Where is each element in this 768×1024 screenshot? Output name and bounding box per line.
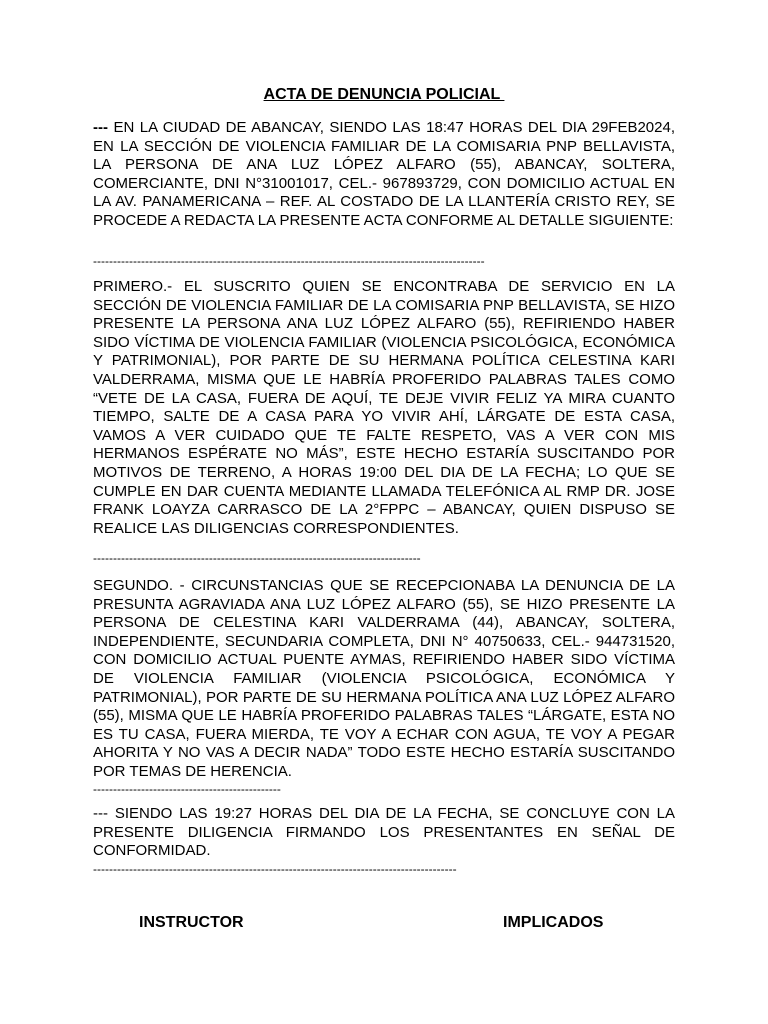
document-title: ACTA DE DENUNCIA POLICIAL [263,86,505,103]
primero-paragraph: PRIMERO.- EL SUSCRITO QUIEN SE ENCONTRABA DE SERVICIO EN LA SECCIÓN DE VIOLENCIA FAMILIAR DE LA COMISARIA PNP BELLAVISTA, SE HIZO PRESENTE LA PERSONA ANA LUZ LÓPEZ ALFARO (55), REFIRIENDO HABER SIDO VÍCTIMA DE VIOLENCIA FAMILIAR (VIOLENCIA PSICOLÓGICA, ECONÓMICA Y PATRIMONIAL), POR PARTE DE SU HERMANA POLÍTICA CELESTINA KARI VALDERRAMA, MISMA QUE LE HABRÍA PROFERIDO PALABRAS TALES COMO “VETE DE LA CASA, FUERA DE AQUÍ, TE DEJE VIVIR FELIZ YA MIRA CUANTO TIEMPO, SALTE DE A CASA PARA YO VIVIR AHÍ, LÁRGATE DE ESTA CASA, VAMOS A VER CUIDADO QUE TE FALTE RESPETO, VAS A VER CON MIS HERMANOS ESPÉRATE NO MÁS”, ESTE HECHO ESTARÍA SUSCITANDO POR MOTIVOS DE TERRENO, A HORAS 19:00 DEL DIA DE LA FECHA; LO QUE SE CUMPLE EN DAR CUENTA MEDIANTE LLAMADA TELEFÓNICA AL RMP DR. JOSE FRANK LOAYZA CARRASCO DE LA 2°FPPC – ABANCAY, QUIEN DISPUSO SE REALICE LAS DILIGENCIAS CORRESPONDIENTES. [93,278,675,537]
closing-paragraph: --- SIENDO LAS 19:27 HORAS DEL DIA DE LA FECHA, SE CONCLUYE CON LA PRESENTE DILIGENCIA FIRMANDO LOS PRESENTANTES EN SEÑAL DE CONFORMIDAD. [93,805,675,860]
separator-line: ----------------------------------------------- [93,783,281,795]
intro-text: EN LA CIUDAD DE ABANCAY, SIENDO LAS 18:47 HORAS DEL DIA 29FEB2024, EN LA SECCIÓN DE VIOLENCIA FAMILIAR DE LA COMISARIA PNP BELLAVISTA, LA PERSONA DE ANA LUZ LÓPEZ ALFARO (55), ABANCAY, SOLTERA, COMERCIANTE, DNI N°31001017, CEL.- 967893729, CON DOMICILIO ACTUAL EN LA AV. PANAMERICANA – REF. AL COSTADO DE LA LLANTERÍA CRISTO REY, SE PROCEDE A REDACTA LA PRESENTE ACTA CONFORME AL DETALLE SIGUIENTE: [93,119,675,229]
signature-instructor: INSTRUCTOR [139,914,244,931]
segundo-paragraph: SEGUNDO. - CIRCUNSTANCIAS QUE SE RECEPCIONABA LA DENUNCIA DE LA PRESUNTA AGRAVIADA ANA LUZ LÓPEZ ALFARO (55), SE HIZO PRESENTE LA PERSONA DE CELESTINA KARI VALDERRAMA (44), ABANCAY, SOLTERA, INDEPENDIENTE, SECUNDARIA COMPLETA, DNI N° 40750633, CEL.- 944731520, CON DOMICILIO ACTUAL PUENTE AYMAS, REFIRIENDO HABER SIDO VÍCTIMA DE VIOLENCIA FAMILIAR (VIOLENCIA PSICOLÓGICA, ECONÓMICA Y PATRIMONIAL), POR PARTE DE SU HERMANA POLÍTICA ANA LUZ LÓPEZ ALFARO (55), MISMA QUE LE HABRÍA PROFERIDO PALABRAS TALES “LÁRGATE, ESTA NO ES TU CASA, FUERA MIERDA, TE VOY A ECHAR CON AGUA, TE VOY A PEGAR AHORITA Y NO VAS A DECIR NADA” TODO ESTE HECHO ESTARÍA SUSCITANDO POR TEMAS DE HERENCIA. [93,577,675,780]
separator-line: -------------------------------------------------------------------------------------------------- [93,255,485,267]
separator-line: ---------------------------------------------------------------------------------- [93,552,421,564]
intro-lead-dashes: --- [93,119,108,136]
intro-paragraph [93,119,675,231]
signature-implicados: IMPLICADOS [503,914,604,931]
separator-line: ------------------------------------------------------------------------------------------- [93,863,457,875]
